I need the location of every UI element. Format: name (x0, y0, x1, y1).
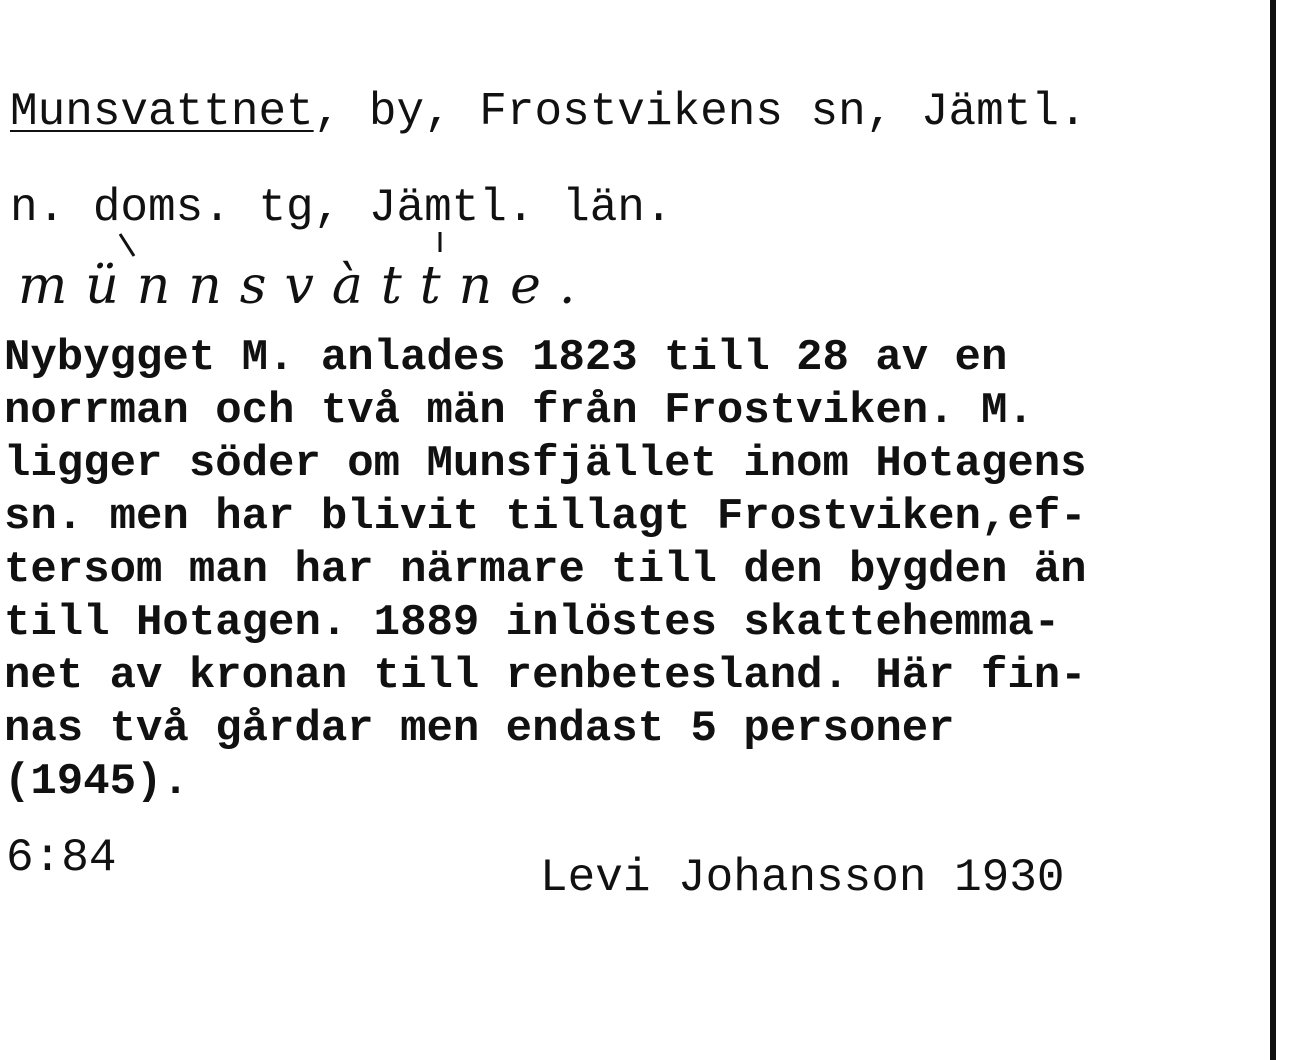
card-header (10, 86, 1087, 138)
description-line: nas två gårdar men endast 5 personer (4, 704, 955, 754)
description-line: norrman och två män från Frostviken. M. (4, 386, 1034, 436)
reference-number: 6:84 (6, 832, 117, 884)
author-signature: Levi Johansson 1930 (540, 852, 1065, 904)
description-line: tersom man har närmare till den bygden än (4, 545, 1087, 595)
description-line: (1945). (4, 757, 189, 807)
stress-mark-grave (120, 234, 134, 256)
description-line: net av kronan till renbetesland. Här fin- (4, 651, 1087, 701)
place-name: Munsvattnet (10, 86, 314, 138)
card-edge-border (1270, 0, 1276, 1060)
description-text (4, 332, 1264, 809)
description-line: Nybygget M. anlades 1823 till 28 av en (4, 333, 1008, 383)
description-line: till Hotagen. 1889 inlöstes skattehemma- (4, 598, 1061, 648)
district-line: n. doms. tg, Jämtl. län. (10, 182, 673, 234)
description-line: sn. men har blivit tillagt Frostviken,ef- (4, 492, 1087, 542)
header-details: , by, Frostvikens sn, Jämtl. (313, 86, 1087, 138)
description-line: ligger söder om Munsfjället inom Hotagens (4, 439, 1087, 489)
handwritten-pronunciation: münnsvàttne. (18, 256, 594, 316)
